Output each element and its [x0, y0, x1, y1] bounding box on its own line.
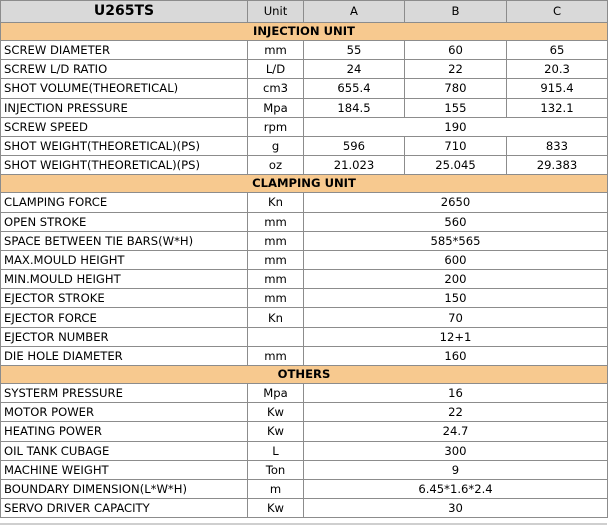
spec-value: 600 — [304, 250, 608, 269]
table-row — [1, 136, 608, 155]
table-row — [1, 346, 608, 365]
spec-label: SHOT WEIGHT(THEORETICAL)(PS) — [1, 136, 248, 155]
spec-unit: g — [248, 136, 304, 155]
spec-label: EJECTOR STROKE — [1, 289, 248, 308]
spec-unit: cm3 — [248, 79, 304, 98]
table-row — [1, 499, 608, 518]
spec-value-c: 20.3 — [507, 60, 608, 79]
spec-value: 150 — [304, 289, 608, 308]
spec-value: 22 — [304, 403, 608, 422]
spec-unit: mm — [248, 346, 304, 365]
spec-label: SCREW DIAMETER — [1, 41, 248, 60]
section-header-injection — [1, 23, 608, 41]
spec-unit: L/D — [248, 60, 304, 79]
table-row — [1, 79, 608, 98]
spec-value-a: 24 — [304, 60, 405, 79]
spec-label: OIL TANK CUBAGE — [1, 441, 248, 460]
spec-unit: mm — [248, 250, 304, 269]
spec-value-a: 184.5 — [304, 98, 405, 117]
spec-value-c: 833 — [507, 136, 608, 155]
spec-label: EJECTOR FORCE — [1, 308, 248, 327]
unit-header: Unit — [248, 1, 304, 23]
section-title: OTHERS — [1, 366, 608, 384]
spec-value-c: 915.4 — [507, 79, 608, 98]
column-b-header: B — [405, 1, 507, 23]
spec-label: INJECTION PRESSURE — [1, 98, 248, 117]
spec-unit: rpm — [248, 117, 304, 136]
spec-value: 300 — [304, 441, 608, 460]
spec-label: OPEN STROKE — [1, 212, 248, 231]
spec-value: 6.45*1.6*2.4 — [304, 479, 608, 498]
table-row — [1, 193, 608, 212]
table-row — [1, 308, 608, 327]
spec-unit: mm — [248, 270, 304, 289]
table-row — [1, 60, 608, 79]
spec-value: 2650 — [304, 193, 608, 212]
spec-value-c: 132.1 — [507, 98, 608, 117]
table-row — [1, 479, 608, 498]
table-row — [1, 403, 608, 422]
spec-value-b: 60 — [405, 41, 507, 60]
spec-label: SYSTERM PRESSURE — [1, 384, 248, 403]
table-row — [1, 422, 608, 441]
spec-label: MIN.MOULD HEIGHT — [1, 270, 248, 289]
spec-value: 24.7 — [304, 422, 608, 441]
spec-unit: Ton — [248, 460, 304, 479]
table-row — [1, 156, 608, 175]
section-header-others — [1, 366, 608, 384]
spec-label: MOTOR POWER — [1, 403, 248, 422]
spec-unit: Mpa — [248, 384, 304, 403]
spec-label: MAX.MOULD HEIGHT — [1, 250, 248, 269]
spec-label: SERVO DRIVER CAPACITY — [1, 499, 248, 518]
spec-label: BOUNDARY DIMENSION(L*W*H) — [1, 479, 248, 498]
spec-value: 30 — [304, 499, 608, 518]
spec-value-a: 596 — [304, 136, 405, 155]
section-title: INJECTION UNIT — [1, 23, 608, 41]
spec-unit: m — [248, 479, 304, 498]
table-row — [1, 270, 608, 289]
column-c-header: C — [507, 1, 608, 23]
table-row — [1, 327, 608, 346]
table-row — [1, 250, 608, 269]
spec-unit: L — [248, 441, 304, 460]
spec-value-c: 65 — [507, 41, 608, 60]
spec-unit: mm — [248, 231, 304, 250]
spec-label: MACHINE WEIGHT — [1, 460, 248, 479]
spec-label: DIE HOLE DIAMETER — [1, 346, 248, 365]
model-name: U265TS — [1, 1, 248, 23]
spec-label: SCREW SPEED — [1, 117, 248, 136]
table-row — [1, 441, 608, 460]
spec-unit: Kw — [248, 422, 304, 441]
spec-value: 560 — [304, 212, 608, 231]
spec-value: 12+1 — [304, 327, 608, 346]
spec-unit: mm — [248, 41, 304, 60]
spec-value-a: 55 — [304, 41, 405, 60]
spec-value-b: 155 — [405, 98, 507, 117]
spec-label: CLAMPING FORCE — [1, 193, 248, 212]
header-row — [1, 1, 608, 23]
spec-value: 160 — [304, 346, 608, 365]
table-row — [1, 231, 608, 250]
table-row — [1, 41, 608, 60]
table-row — [1, 289, 608, 308]
spec-unit: mm — [248, 212, 304, 231]
spec-value-b: 710 — [405, 136, 507, 155]
table-row — [1, 384, 608, 403]
spec-label: EJECTOR NUMBER — [1, 327, 248, 346]
spec-value: 16 — [304, 384, 608, 403]
spec-unit: Kw — [248, 499, 304, 518]
spec-label: SHOT VOLUME(THEORETICAL) — [1, 79, 248, 98]
table-row — [1, 98, 608, 117]
spec-label: SHOT WEIGHT(THEORETICAL)(PS) — [1, 156, 248, 175]
spec-unit: Kw — [248, 403, 304, 422]
spec-value-b: 22 — [405, 60, 507, 79]
spec-label: SCREW L/D RATIO — [1, 60, 248, 79]
spec-unit: oz — [248, 156, 304, 175]
spec-unit — [248, 327, 304, 346]
spec-value: 200 — [304, 270, 608, 289]
spec-label: SPACE BETWEEN TIE BARS(W*H) — [1, 231, 248, 250]
section-title: CLAMPING UNIT — [1, 175, 608, 193]
table-row — [1, 460, 608, 479]
spec-unit: Kn — [248, 193, 304, 212]
spec-unit: Kn — [248, 308, 304, 327]
spec-unit: Mpa — [248, 98, 304, 117]
spec-label: HEATING POWER — [1, 422, 248, 441]
spec-value-c: 29.383 — [507, 156, 608, 175]
spec-value: 9 — [304, 460, 608, 479]
spec-value-b: 780 — [405, 79, 507, 98]
spec-value: 585*565 — [304, 231, 608, 250]
column-a-header: A — [304, 1, 405, 23]
spec-value-a: 21.023 — [304, 156, 405, 175]
spec-value: 70 — [304, 308, 608, 327]
spec-unit: mm — [248, 289, 304, 308]
section-header-clamping — [1, 175, 608, 193]
table-row — [1, 212, 608, 231]
spec-value-b: 25.045 — [405, 156, 507, 175]
spec-value-a: 655.4 — [304, 79, 405, 98]
table-row — [1, 117, 608, 136]
spec-value: 190 — [304, 117, 608, 136]
